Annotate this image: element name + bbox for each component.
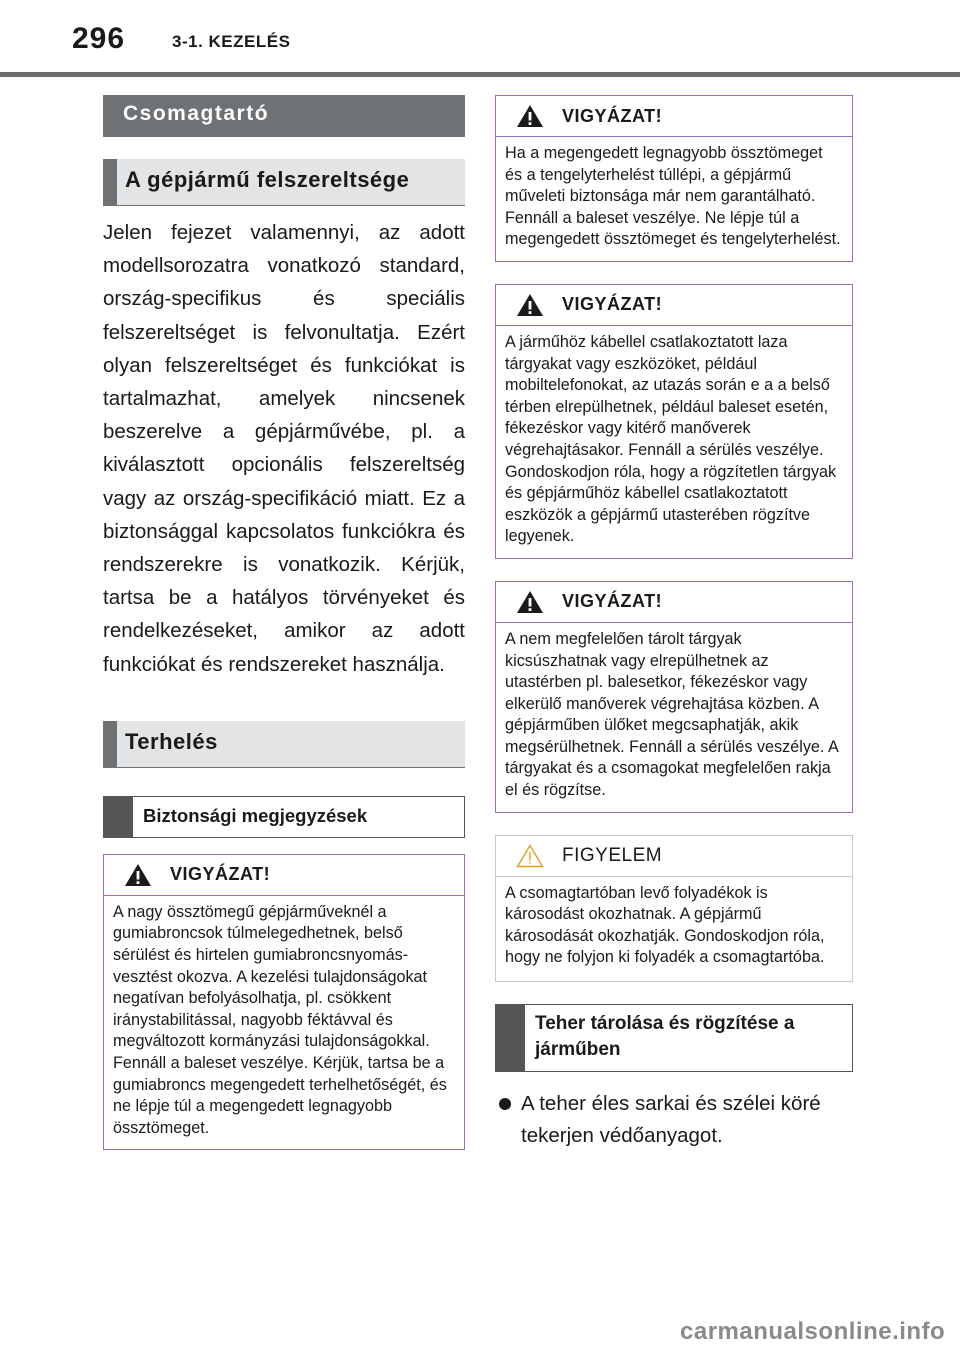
- warning-body: Ha a megengedett legnagyobb össztömeget és a tengelyterhelést túllépi, a gépjármű műveleti biztonsága már nem garantálható. Fennáll a baleset veszélye. Ne lépje túl a megengedett össztömeget és tengelyterhelést.: [505, 144, 841, 249]
- warning-title-bar: [104, 855, 464, 896]
- warning-triangle-icon: [516, 104, 544, 128]
- warning-box: [495, 95, 853, 262]
- safety-notes-heading: Biztonsági megjegyzések: [103, 796, 465, 838]
- caution-title: FIGYELEM: [562, 844, 663, 866]
- warning-body: A nagy össztömegű gépjárműveknél a gumiabroncsok túlmelegedhetnek, belső sérülést és hirtelen gumiabroncsnyomás-vesztést okozva. A kezelési tulajdonságokat negatívan befolyásolhatja, pl. csökkent iránystabilitással, nagyobb féktávval és megváltozott kormányzási tulajdonságokkal. Fennáll a baleset veszélye. Kérjük, tartsa be a gumiabroncs megengedett terhelhetőségét, és ne lépje túl a megengedett legnagyobb össztömeget.: [113, 902, 447, 1137]
- caution-body: A csomagtartóban levő folyadékok is károsodást okozhatnak. A gépjármű károsodását okozhatják. Gondoskodjon róla, hogy ne folyjon ki folyadék a csomagtartóba.: [505, 883, 825, 967]
- warning-title-bar: [496, 582, 852, 623]
- warning-box: [495, 284, 853, 559]
- warning-title: VIGYÁZAT!: [562, 294, 663, 315]
- warning-title: VIGYÁZAT!: [170, 864, 271, 885]
- subheading-equipment: A gépjármű felszereltsége: [103, 159, 465, 206]
- intro-paragraph: Jelen fejezet valamennyi, az adott modellsorozatra vonatkozó standard, ország-specifikus és speciális felszereltséget is felvonultatja. Ezért olyan felszereltséget és funkciókat is tartalmazhat, amelyek nincsenek beszerelve a gépjárművébe, pl. a kiválasztott opcionális felszereltség vagy az ország-specifikáció miatt. Ez a biztonsággal kapcsolatos funkciókra és rendszerekre is vonatkozik. Kérjük, tartsa be a hatályos törvényeket és rendelkezéseket, amikor az adott funkciókat és rendszereket használja.: [103, 221, 465, 676]
- section-label: 3-1. KEZELÉS: [172, 32, 291, 51]
- caution-triangle-icon: [516, 844, 544, 868]
- warning-triangle-icon: [124, 863, 152, 887]
- right-column: [495, 95, 853, 1152]
- watermark: carmanualsonline.info: [680, 1318, 946, 1345]
- warning-title-bar: [496, 285, 852, 326]
- warning-body: A járműhöz kábellel csatlakoztatott laza tárgyakat vagy eszközöket, például mobiltelefonokat, az utazás során e a a belső térben elrepülhetnek, például baleset esetén, fékezéskor vagy kitérő manőverek végrehajtásakor. Fennáll a sérülés veszélye. Gondoskodjon róla, hogy a rögzítetlen tárgyak és gépjárműhöz kábellel csatlakoztatott eszközök a gépjármű utasterében rögzítve legyenek.: [505, 332, 837, 546]
- page-number: 296: [72, 22, 126, 55]
- warning-title: VIGYÁZAT!: [562, 105, 663, 126]
- warning-box: [495, 581, 853, 813]
- warning-title: VIGYÁZAT!: [562, 591, 663, 612]
- warning-triangle-icon: [516, 590, 544, 614]
- chapter-banner: Csomagtartó: [103, 95, 465, 137]
- bullet-dot-icon: [499, 1098, 511, 1110]
- caution-title-bar: [496, 836, 852, 877]
- subheading-loading: Terhelés: [103, 721, 465, 768]
- cargo-securing-heading: Teher tárolása és rögzítése a járműben: [495, 1004, 853, 1072]
- left-column: [103, 95, 465, 1150]
- header-rule: [0, 72, 960, 77]
- warning-title-bar: [496, 96, 852, 137]
- warning-box: [103, 854, 465, 1151]
- warning-triangle-icon: [516, 293, 544, 317]
- caution-box: [495, 835, 853, 982]
- page-header: [0, 0, 960, 80]
- warning-body: A nem megfelelően tárolt tárgyak kicsúszhatnak vagy elrepülhetnek az utastérben pl. balesetkor, fékezéskor vagy elkerülő manőverek végrehajtása közben. A gépjárműben ülőket megcsaphatják, akik megsérülhetnek. Fennáll a sérülés veszélye. A tárgyakat és a csomagokat megfelelően rakja el és rögzítse.: [505, 629, 838, 800]
- list-item: [495, 1088, 853, 1152]
- bullet-text: A teher éles sarkai és szélei köré tekerjen védőanyagot.: [521, 1092, 821, 1148]
